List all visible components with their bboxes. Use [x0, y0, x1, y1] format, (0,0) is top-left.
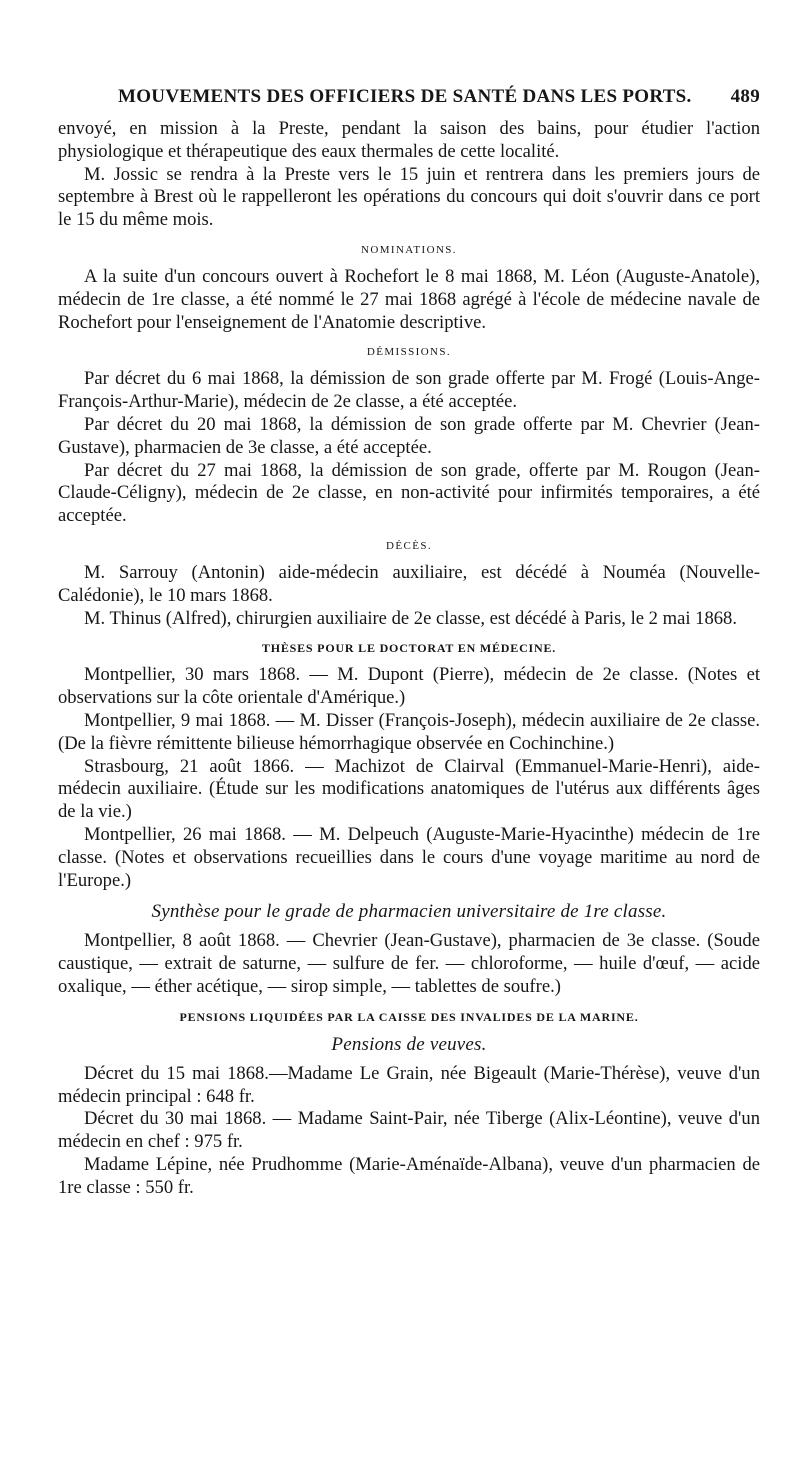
section-heading-theses: THÈSES POUR LE DOCTORAT EN MÉDECINE.	[261, 641, 557, 656]
section-heading-deces: DÉCÈS.	[386, 539, 432, 552]
paragraph: Montpellier, 26 mai 1868. — M. Delpeuch (Auguste-Marie-Hyacinthe) médecin de 1re classe. (Notes et observations recueillies dans le cours d'une voyage maritime au nord de l'Europe.)	[58, 823, 760, 891]
intro-section	[58, 118, 760, 232]
paragraph: Montpellier, 9 mai 1868. — M. Disser (François-Joseph), médecin auxiliaire de 2e classe. (De la fièvre rémittente bilieuse hémorrhagique observée en Cochinchine.)	[58, 709, 760, 754]
paragraph: M. Sarrouy (Antonin) aide-médecin auxiliaire, est décédé à Nouméa (Nouvelle-Calédonie), le 10 mars 1868.	[58, 561, 760, 606]
paragraph: Décret du 30 mai 1868. — Madame Saint-Pair, née Tiberge (Alix-Léontine), veuve d'un médecin en chef : 975 fr.	[58, 1108, 760, 1153]
paragraph: Madame Lépine, née Prudhomme (Marie-Aménaïde-Albana), veuve d'un pharmacien de 1re classe : 550 fr.	[58, 1153, 760, 1198]
section-heading-nominations: NOMINATIONS.	[361, 243, 457, 256]
paragraph: A la suite d'un concours ouvert à Rochefort le 8 mai 1868, M. Léon (Auguste-Anatole), médecin de 1re classe, a été nommé le 27 mai 1868 agrégé à l'école de médecine navale de Rochefort pour l'enseignement de l'Anatomie descriptive.	[58, 265, 760, 333]
paragraph: M. Thinus (Alfred), chirurgien auxiliaire de 2e classe, est décédé à Paris, le 2 mai 1868.	[84, 607, 737, 629]
document-page	[58, 86, 760, 1199]
page-number: 489	[730, 86, 760, 107]
subsection-heading-pensions-veuves: Pensions de veuves.	[331, 1033, 487, 1055]
paragraph: Strasbourg, 21 août 1866. — Machizot de Clairval (Emmanuel-Marie-Henri), aide-médecin auxiliaire. (Étude sur les modifications anatomiques de l'utérus aux différents âges de la vie.)	[58, 755, 760, 823]
paragraph: Par décret du 27 mai 1868, la démission de son grade, offerte par M. Rougon (Jean-Claude-Céligny), médecin de 2e classe, en non-activité pour infirmités temporaires, a été acceptée.	[58, 459, 760, 527]
paragraph: Par décret du 20 mai 1868, la démission de son grade offerte par M. Chevrier (Jean-Gustave), pharmacien de 3e classe, a été acceptée.	[58, 413, 760, 458]
paragraph: envoyé, en mission à la Preste, pendant la saison des bains, pour étudier l'action physiologique et thérapeutique des eaux thermales de cette localité.	[58, 118, 760, 162]
paragraph: Par décret du 6 mai 1868, la démission de son grade offerte par M. Frogé (Louis-Ange-François-Arthur-Marie), médecin de 2e classe, a été acceptée.	[58, 368, 760, 413]
section-heading-synthese: Synthèse pour le grade de pharmacien universitaire de 1re classe.	[151, 901, 667, 923]
paragraph: Montpellier, 30 mars 1868. — M. Dupont (Pierre), médecin de 2e classe. (Notes et observations sur la côte orientale d'Amérique.)	[58, 664, 760, 709]
paragraph: Montpellier, 8 août 1868. — Chevrier (Jean-Gustave), pharmacien de 3e classe. (Soude caustique, — extrait de saturne, — sulfure de fer. — chloroforme, — huile d'œuf, — acide oxalique, — éther acétique, — sirop simple, — tablettes de soufre.)	[58, 930, 760, 997]
running-header	[58, 86, 760, 118]
paragraph: Décret du 15 mai 1868.—Madame Le Grain, née Bigeault (Marie-Thérèse), veuve d'un médecin principal : 648 fr.	[58, 1062, 760, 1107]
section-heading-pensions: PENSIONS LIQUIDÉES PAR LA CAISSE DES INVALIDES DE LA MARINE.	[179, 1009, 639, 1024]
running-title: MOUVEMENTS DES OFFICIERS DE SANTÉ DANS LES PORTS.	[118, 86, 692, 107]
section-heading-demissions: DÉMISSIONS.	[366, 346, 452, 359]
paragraph: M. Jossic se rendra à la Preste vers le 15 juin et rentrera dans les premiers jours de septembre à Brest où le rappelleront les opérations du concours qui doit s'ouvrir dans ce port le 15 du même mois.	[58, 163, 760, 231]
